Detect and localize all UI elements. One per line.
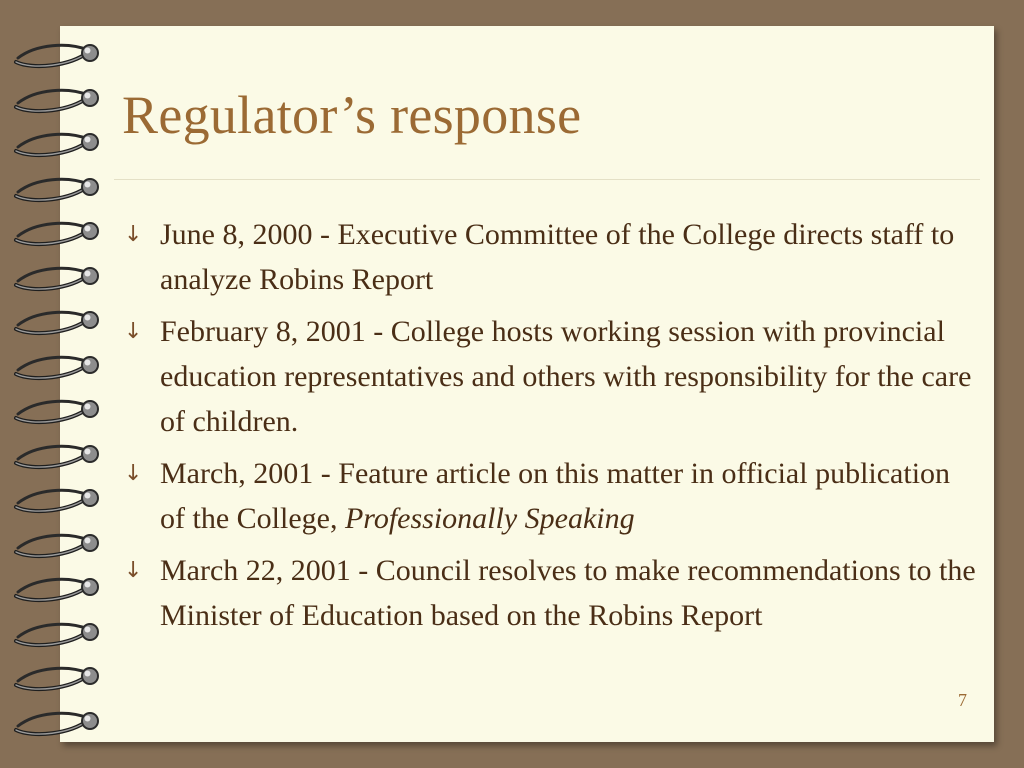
bullet-text: February 8, 2001 - College hosts working session with provincial education representatives and others with responsibility for the care of children.	[160, 315, 972, 438]
publication-title: Professionally Speaking	[344, 502, 635, 535]
slide-title: Regulator’s response	[122, 85, 582, 145]
bullet-text: June 8, 2000 - Executive Committee of the College directs staff to analyze Robins Report	[160, 218, 955, 296]
spiral-ring	[12, 615, 104, 649]
down-arrow-icon: ↓	[124, 461, 143, 486]
spiral-ring	[12, 36, 104, 70]
down-arrow-icon: ↓	[124, 222, 143, 247]
spiral-ring	[12, 481, 104, 515]
spiral-ring	[12, 526, 104, 560]
down-arrow-icon: ↓	[124, 319, 143, 344]
spiral-ring	[12, 214, 104, 248]
spiral-ring	[12, 303, 104, 337]
spiral-ring	[12, 437, 104, 471]
bullet-text: March, 2001 - Feature article on this matter in official publication of the College, Professionally Speaking	[160, 457, 951, 535]
bullet-list	[122, 212, 982, 645]
bullet-item	[122, 451, 982, 541]
spiral-ring	[12, 259, 104, 293]
bullet-item	[122, 212, 982, 302]
spiral-ring	[12, 81, 104, 115]
spiral-binding	[0, 0, 110, 768]
spiral-ring	[12, 570, 104, 604]
spiral-ring	[12, 125, 104, 159]
bullet-item	[122, 309, 982, 444]
spiral-ring	[12, 392, 104, 426]
title-divider	[114, 179, 980, 180]
spiral-ring	[12, 704, 104, 738]
spiral-ring	[12, 170, 104, 204]
spiral-ring	[12, 659, 104, 693]
down-arrow-icon: ↓	[124, 558, 143, 583]
page-number: 7	[958, 690, 967, 710]
spiral-ring	[12, 348, 104, 382]
bullet-text: March 22, 2001 - Council resolves to make recommendations to the Minister of Education based on the Robins Report	[160, 554, 976, 632]
bullet-item	[122, 548, 982, 638]
